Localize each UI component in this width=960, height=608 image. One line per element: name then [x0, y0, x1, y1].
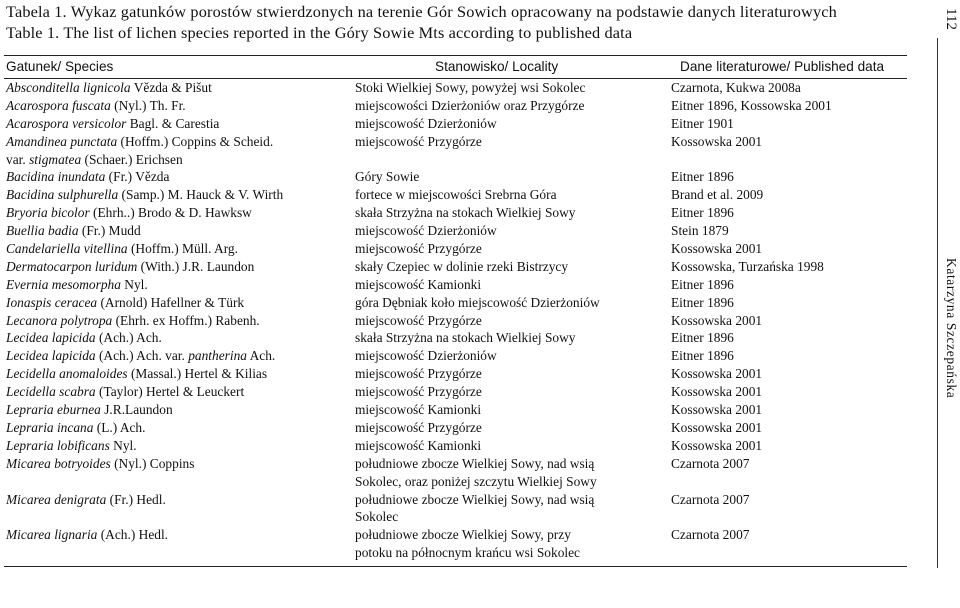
table-caption: [6, 1, 916, 43]
locality-cell: [355, 383, 482, 401]
table-row: [0, 347, 910, 365]
published-data-cell: Eitner 1896: [671, 205, 734, 221]
species-name: Micarea denigrata: [6, 491, 107, 507]
table-row: [0, 276, 910, 294]
species-cell: [6, 97, 186, 115]
species-name: stigmatea: [29, 151, 82, 167]
species-cell: [6, 222, 141, 240]
caption-english: Table 1. The list of lichen species reported in the Góry Sowie Mts according to published data: [6, 23, 633, 42]
species-author: Ach.: [247, 348, 276, 364]
table-row: [0, 133, 910, 169]
species-name: Amandinea punctata: [6, 133, 118, 149]
species-name: Dermatocarpon luridum: [6, 258, 138, 274]
locality-line: południowe zbocze Wielkiej Sowy, nad wsią: [355, 455, 595, 471]
species-name: Buellia badia: [6, 223, 79, 239]
species-cell: [6, 240, 238, 258]
locality-cell: [355, 365, 482, 383]
species-name: Bacidina sulphurella: [6, 187, 119, 203]
species-name: Bryoria bicolor: [6, 205, 90, 221]
species-cell: [6, 204, 252, 222]
locality-cell: [355, 401, 481, 419]
species-name: Acarospora fuscata: [6, 97, 111, 113]
species-cell: [6, 491, 166, 509]
locality-cell: [355, 329, 575, 347]
species-name: Lepraria incana: [6, 419, 94, 435]
table-row: [0, 222, 910, 240]
table-row: [0, 79, 910, 97]
table-row: [0, 437, 910, 455]
species-author: (Hoffm.) Coppins & Scheid.: [117, 133, 274, 149]
locality-cell: [355, 133, 482, 151]
published-data-cell: Czarnota, Kukwa 2008a: [671, 80, 801, 95]
published-data-cell: Kossowska 2001: [671, 419, 763, 435]
species-author: (Ach.) Ach.: [95, 330, 162, 346]
table-row: [0, 204, 910, 222]
table-row: [0, 186, 910, 204]
table-row: [0, 312, 910, 330]
published-data-cell: Stein 1879: [671, 223, 729, 239]
locality-line: miejscowość Przygórze: [355, 133, 482, 149]
locality-line: Sokolec: [355, 509, 399, 525]
locality-line: Góry Sowie: [355, 169, 420, 185]
species-cell: [6, 186, 283, 204]
species-author: (Fr.) Mudd: [78, 223, 141, 239]
species-author: (Arnold) Hafellner & Türk: [97, 294, 245, 310]
table-row: [0, 365, 910, 383]
published-data-cell: Eitner 1896: [671, 276, 734, 292]
species-name: pantherina: [188, 348, 247, 364]
species-name: Lecidea lapicida: [6, 330, 96, 346]
side-margin-rule: [937, 38, 938, 568]
table-row: [0, 168, 910, 186]
species-author: (With.) J.R. Laundon: [137, 258, 255, 274]
published-data-cell: Eitner 1901: [671, 115, 734, 131]
species-cell: [6, 347, 275, 365]
species-name: Micarea botryoides: [6, 455, 111, 471]
published-data-cell: Kossowska 2001: [671, 384, 763, 400]
species-name: Lepraria lobificans: [6, 437, 110, 453]
locality-line: potoku na północnym krańcu wsi Sokolec: [355, 545, 580, 561]
column-header-species: Gatunek/ Species: [6, 59, 114, 74]
species-cell: [6, 133, 273, 169]
locality-cell: [355, 240, 482, 258]
species-author: J.R.Laundon: [100, 402, 173, 418]
locality-cell: [355, 312, 482, 330]
locality-line: miejscowości Dzierżoniów oraz Przygórze: [355, 97, 585, 113]
species-cell: [6, 258, 254, 276]
table-row: [0, 491, 910, 527]
table-row: [0, 115, 910, 133]
locality-cell: [355, 419, 482, 437]
table-body: [0, 79, 910, 562]
published-data-cell: Eitner 1896: [671, 348, 734, 364]
locality-line: miejscowość Kamionki: [355, 437, 482, 453]
locality-cell: [355, 79, 585, 97]
published-data-cell: Kossowska 2001: [671, 402, 763, 418]
species-name: Candelariella vitellina: [6, 241, 128, 257]
species-author: (Hoffm.) Müll. Arg.: [127, 241, 238, 257]
locality-line: Stoki Wielkiej Sowy, powyżej wsi Sokolec: [355, 80, 586, 95]
species-name: Acarospora versicolor: [6, 115, 127, 131]
locality-line: Sokolec, oraz poniżej szczytu Wielkiej Sowy: [355, 473, 597, 489]
species-author: (Ach.) Ach. var.: [95, 348, 189, 364]
species-author: var.: [6, 151, 30, 167]
species-author: Nyl.: [109, 437, 137, 453]
locality-cell: [355, 455, 597, 491]
locality-cell: [355, 294, 600, 312]
column-header-locality: Stanowisko/ Locality: [435, 59, 559, 74]
species-cell: [6, 365, 267, 383]
species-author: Bagl. & Carestia: [126, 115, 220, 131]
page-number: 112: [943, 8, 959, 30]
species-name: Ionaspis ceracea: [6, 294, 98, 310]
published-data-cell: Kossowska, Turzańska 1998: [671, 258, 824, 274]
species-name: Absconditella lignicola: [6, 80, 131, 95]
locality-cell: [355, 347, 497, 365]
species-name: Lecidella scabra: [6, 384, 96, 400]
locality-line: miejscowość Przygórze: [355, 366, 482, 382]
locality-line: góra Dębniak koło miejscowość Dzierżoniów: [355, 294, 600, 310]
species-cell: [6, 312, 260, 330]
locality-line: południowe zbocze Wielkiej Sowy, przy: [355, 527, 571, 543]
species-name: Lecanora polytropa: [6, 312, 113, 328]
locality-cell: [355, 222, 497, 240]
species-name: Bacidina inundata: [6, 169, 106, 185]
table-row: [0, 294, 910, 312]
running-author: Katarzyna Szczepańska: [944, 258, 959, 399]
species-author: Nyl.: [120, 276, 148, 292]
locality-cell: [355, 258, 568, 276]
locality-cell: [355, 491, 594, 527]
species-cell: [6, 276, 148, 294]
table-row: [0, 455, 910, 491]
locality-line: miejscowość Dzierżoniów: [355, 115, 497, 131]
column-header-published-data: Dane literaturowe/ Published data: [680, 59, 885, 74]
locality-line: miejscowość Przygórze: [355, 419, 482, 435]
locality-line: miejscowość Kamionki: [355, 276, 482, 292]
published-data-cell: Eitner 1896: [671, 330, 734, 346]
published-data-cell: Kossowska 2001: [671, 366, 763, 382]
species-author: (Massal.) Hertel & Kilias: [127, 366, 268, 382]
locality-line: fortece w miejscowości Srebrna Góra: [355, 187, 557, 203]
species-cell: [6, 526, 168, 544]
species-author: (Ehrh. ex Hoffm.) Rabenh.: [112, 312, 260, 328]
species-author: (Schaer.) Erichsen: [81, 151, 183, 167]
table-bottom-rule: [4, 566, 907, 567]
table-row: [0, 240, 910, 258]
caption-polish: Tabela 1. Wykaz gatunków porostów stwierdzonych na terenie Gór Sowich opracowany na podstawie danych literaturowych: [6, 2, 837, 21]
locality-cell: [355, 186, 557, 204]
published-data-cell: Kossowska 2001: [671, 133, 763, 149]
locality-line: miejscowość Kamionki: [355, 402, 482, 418]
species-author: (Taylor) Hertel & Leuckert: [95, 384, 245, 400]
species-name: Lecidea lapicida: [6, 348, 96, 364]
locality-line: miejscowość Przygórze: [355, 384, 482, 400]
published-data-cell: Czarnota 2007: [671, 491, 750, 507]
locality-cell: [355, 276, 481, 294]
published-data-cell: Eitner 1896: [671, 169, 734, 185]
table-row: [0, 97, 910, 115]
locality-line: skały Czepiec w dolinie rzeki Bistrzycy: [355, 258, 569, 274]
locality-cell: [355, 97, 584, 115]
species-cell: [6, 329, 162, 347]
species-author: (Samp.) M. Hauck & V. Wirth: [118, 187, 284, 203]
published-data-cell: Kossowska 2001: [671, 312, 763, 328]
locality-line: skała Strzyżna na stokach Wielkiej Sowy: [355, 205, 576, 221]
species-name: Micarea lignaria: [6, 527, 98, 543]
species-cell: [6, 79, 212, 97]
published-data-cell: Eitner 1896: [671, 294, 734, 310]
published-data-cell: Eitner 1896, Kossowska 2001: [671, 97, 832, 113]
species-cell: [6, 419, 145, 437]
locality-line: miejscowość Dzierżoniów: [355, 223, 497, 239]
table-row: [0, 383, 910, 401]
locality-cell: [355, 204, 575, 222]
published-data-cell: Brand et al. 2009: [671, 187, 764, 203]
species-author: (Fr.) Hedl.: [106, 491, 166, 507]
species-author: (L.) Ach.: [93, 419, 146, 435]
locality-cell: [355, 526, 580, 562]
species-cell: [6, 168, 169, 186]
locality-line: miejscowość Przygórze: [355, 312, 482, 328]
locality-cell: [355, 168, 419, 186]
published-data-cell: Kossowska 2001: [671, 241, 763, 257]
species-author: (Nyl.) Coppins: [110, 455, 195, 471]
table-row: [0, 526, 910, 562]
locality-line: miejscowość Dzierżoniów: [355, 348, 497, 364]
table-row: [0, 258, 910, 276]
published-data-cell: Czarnota 2007: [671, 527, 750, 543]
locality-line: miejscowość Przygórze: [355, 241, 482, 257]
species-cell: [6, 455, 194, 473]
table-row: [0, 401, 910, 419]
species-name: Evernia mesomorpha: [6, 276, 121, 292]
species-author: Vězda & Pišut: [130, 80, 212, 95]
published-data-cell: Czarnota 2007: [671, 455, 750, 471]
species-cell: [6, 115, 219, 133]
locality-cell: [355, 437, 481, 455]
species-cell: [6, 294, 244, 312]
species-author: (Fr.) Vězda: [105, 169, 170, 185]
species-name: Lepraria eburnea: [6, 402, 101, 418]
species-author: (Nyl.) Th. Fr.: [110, 97, 186, 113]
species-author: (Ehrh..) Brodo & D. Hawksw: [89, 205, 252, 221]
species-name: Lecidella anomaloides: [6, 366, 128, 382]
locality-cell: [355, 115, 497, 133]
species-cell: [6, 383, 244, 401]
table-row: [0, 419, 910, 437]
table-row: [0, 329, 910, 347]
species-cell: [6, 437, 137, 455]
locality-line: skała Strzyżna na stokach Wielkiej Sowy: [355, 330, 576, 346]
table-top-rule: [4, 55, 907, 56]
species-cell: [6, 401, 173, 419]
species-author: (Ach.) Hedl.: [97, 527, 169, 543]
published-data-cell: Kossowska 2001: [671, 437, 763, 453]
locality-line: południowe zbocze Wielkiej Sowy, nad wsią: [355, 491, 595, 507]
